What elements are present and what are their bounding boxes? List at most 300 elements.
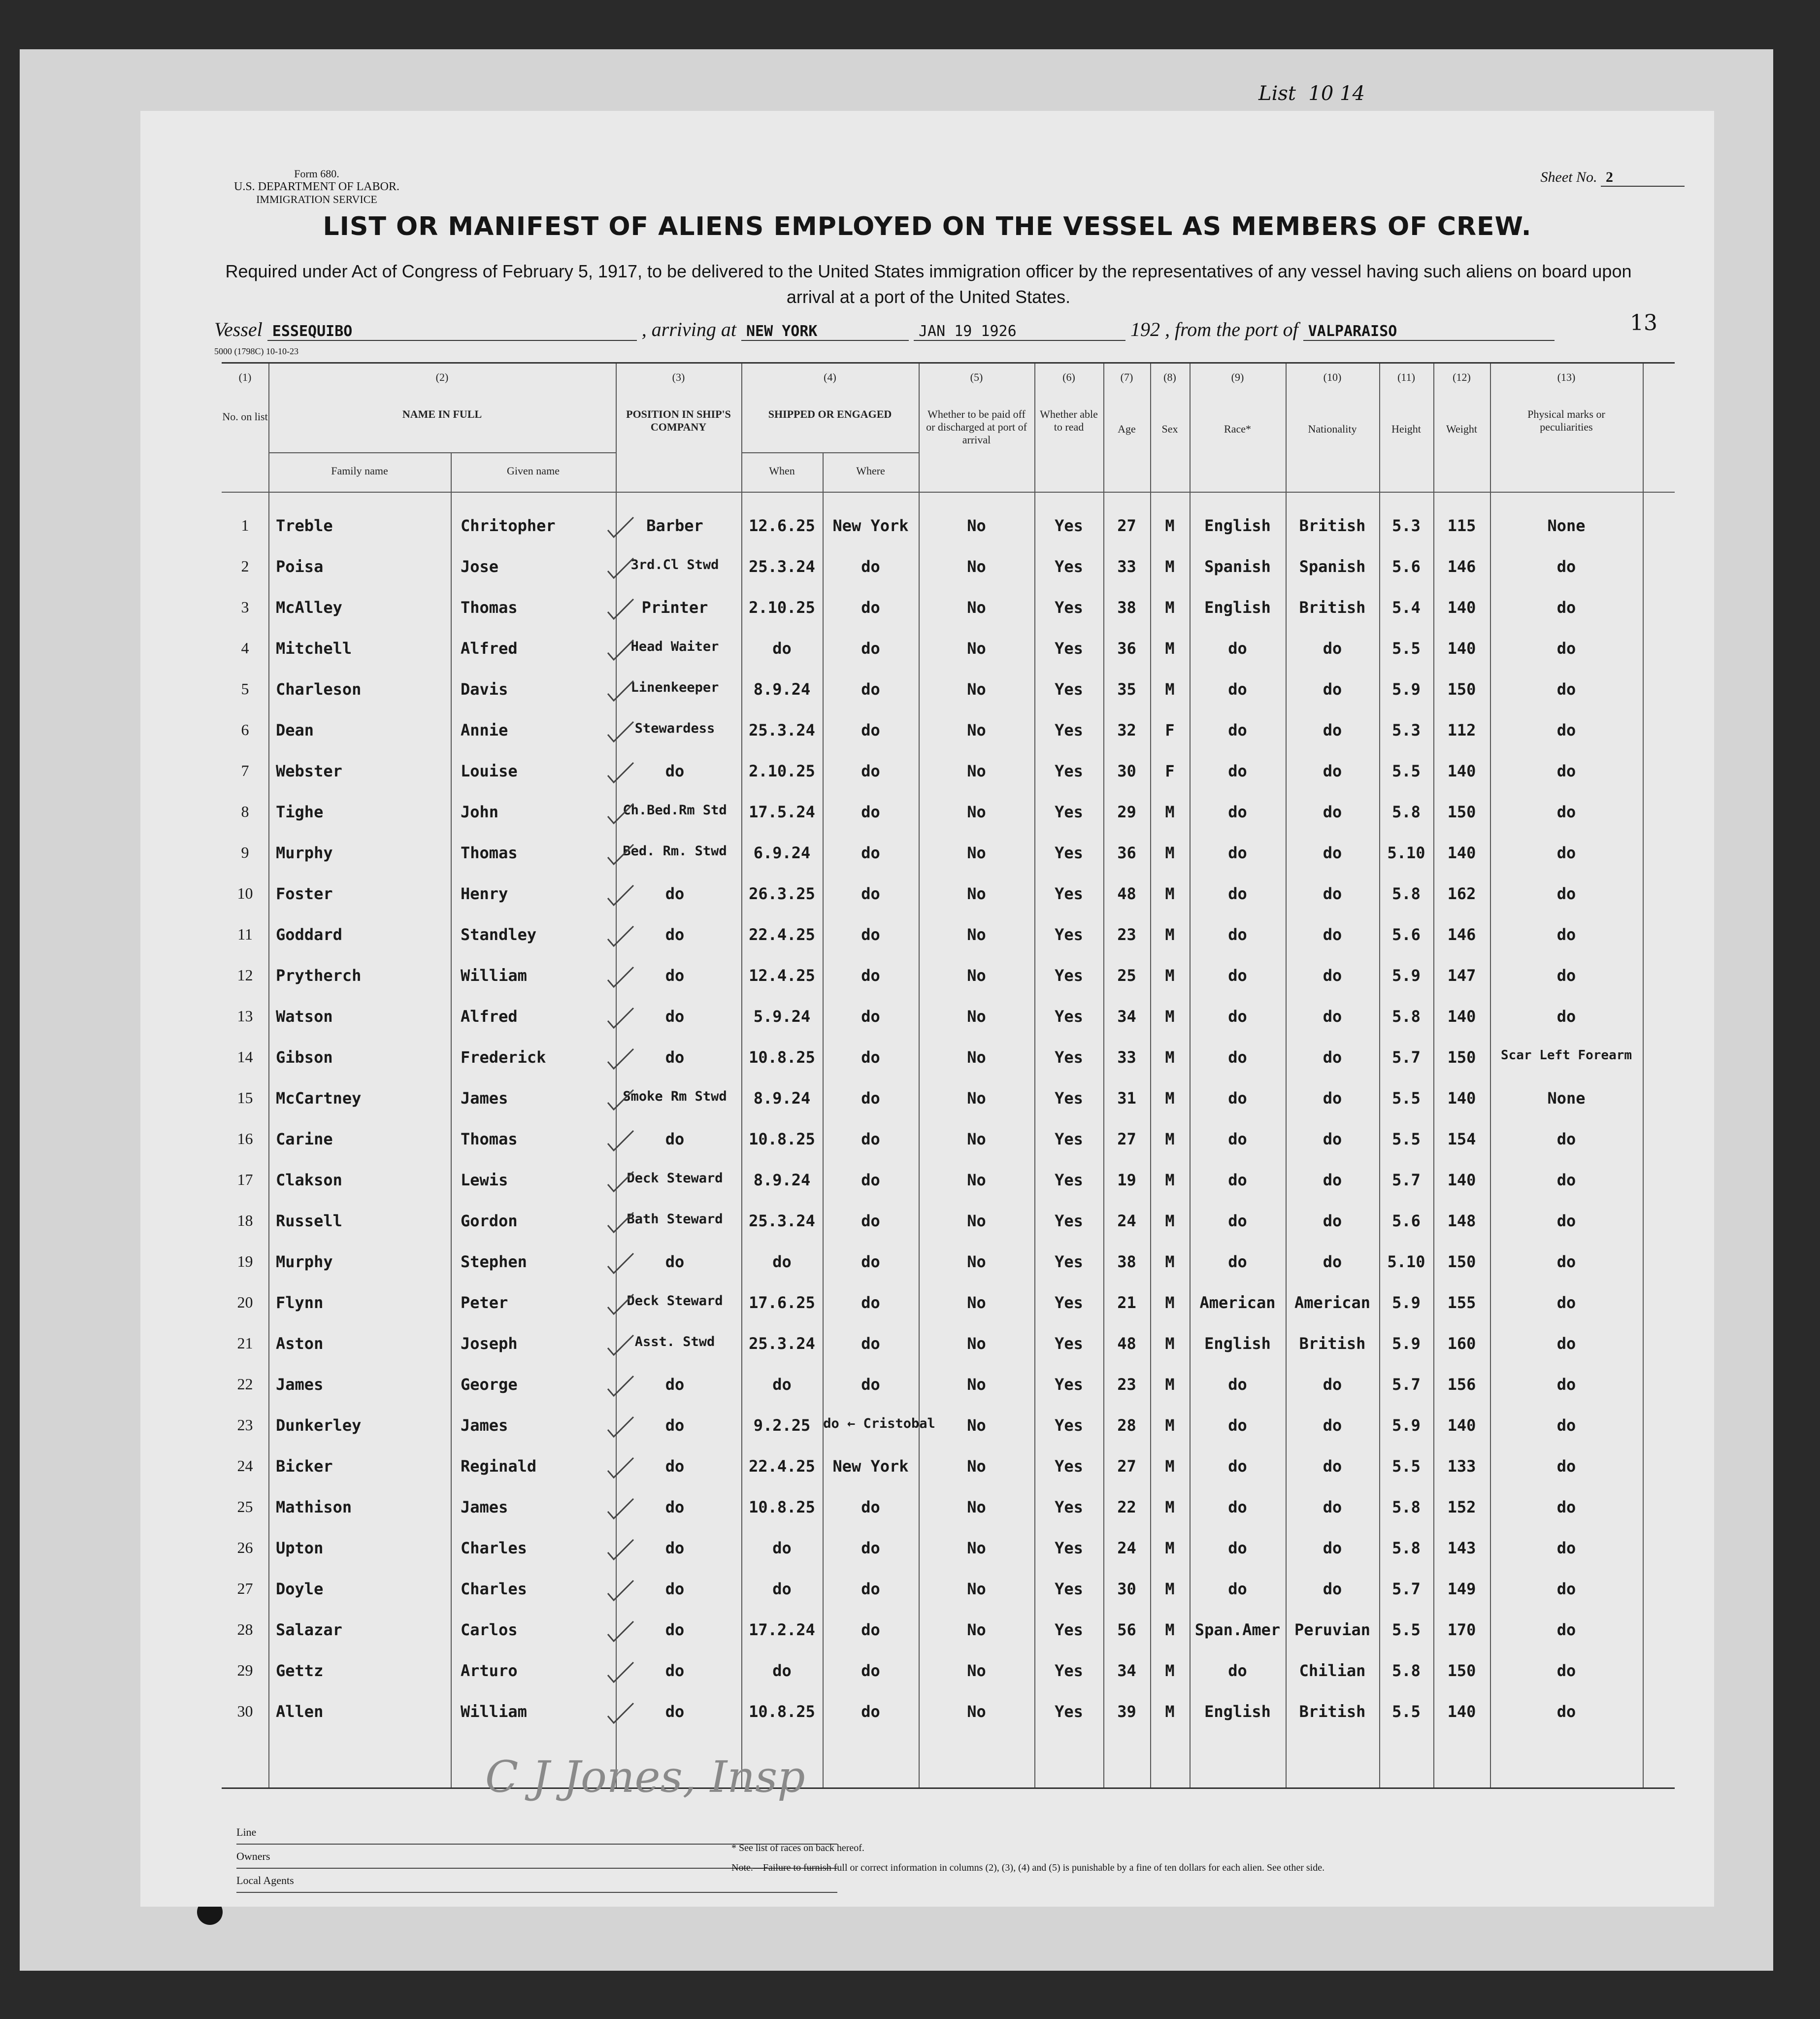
shipped-where: do [861,966,880,985]
shipped-where: do [861,1334,880,1353]
paid-off: No [967,762,986,780]
row-number: 18 [237,1211,253,1229]
paid-off: No [967,1702,986,1721]
shipped-when: 12.4.25 [749,966,815,985]
able-to-read: Yes [1055,1498,1083,1516]
race: English [1204,1334,1271,1353]
height: 5.5 [1392,1457,1421,1476]
position: Deck Steward [627,1293,723,1309]
race: do [1228,1416,1247,1435]
height: 5.8 [1392,803,1421,821]
weight: 112 [1447,721,1476,740]
shipped-where: do [861,1620,880,1639]
table-row [222,915,1675,956]
col-marks: Physical marks or peculiarities [1527,408,1605,433]
weight: 147 [1447,966,1476,985]
col-family-name: Family name [331,465,388,477]
table-row [222,711,1675,751]
physical-marks: do [1556,1580,1576,1598]
weight: 143 [1447,1539,1476,1557]
position: do [665,925,685,944]
able-to-read: Yes [1055,1702,1083,1721]
given-name: Stephen [461,1252,527,1271]
given-name: Annie [461,721,508,740]
physical-marks: None [1547,1089,1586,1108]
paid-off: No [967,1334,986,1353]
given-name: Chritopher [461,516,556,535]
col-num-13: (13) [1557,371,1576,383]
table-row [222,1120,1675,1160]
form-number: Form 680. [294,168,339,180]
paid-off: No [967,1498,986,1516]
shipped-where: do [861,1171,880,1189]
check-mark-icon [606,761,635,785]
shipped-when: 17.6.25 [749,1293,815,1312]
table-row [222,588,1675,629]
col-num-12: (12) [1453,371,1471,383]
col-nationality: Nationality [1308,423,1357,435]
paid-off: No [967,598,986,617]
col-given-name: Given name [507,465,560,477]
able-to-read: Yes [1055,966,1083,985]
nationality: do [1323,1007,1342,1026]
race: do [1228,1130,1247,1148]
shipped-when: 22.4.25 [749,1457,815,1476]
table-row [222,1570,1675,1610]
paid-off: No [967,884,986,903]
position: Ch.Bed.Rm Std [623,803,727,818]
nationality: do [1323,1580,1342,1598]
local-agents-field: Local Agents [236,1869,837,1893]
nationality: do [1323,721,1342,740]
given-name: John [461,803,499,821]
col-height: Height [1391,423,1421,435]
shipped-where: do [861,1048,880,1067]
shipped-when: 26.3.25 [749,884,815,903]
date-stamp: JAN 19 1926 [914,323,1125,341]
able-to-read: Yes [1055,1007,1083,1026]
height: 5.6 [1392,557,1421,576]
given-name: Charles [461,1580,527,1598]
weight: 140 [1447,762,1476,780]
check-mark-icon [606,1497,635,1521]
shipped-when: 25.3.24 [749,721,815,740]
nationality: do [1323,1375,1342,1394]
row-number: 29 [237,1661,253,1679]
height: 5.7 [1392,1580,1421,1598]
arrival-port: NEW YORK [741,323,909,341]
sex: M [1165,925,1175,944]
race: do [1228,639,1247,658]
nationality: do [1323,1416,1342,1435]
col-num-9: (9) [1231,371,1244,383]
col-num-7: (7) [1120,371,1133,383]
shipped-where: do [861,762,880,780]
weight: 148 [1447,1211,1476,1230]
able-to-read: Yes [1055,843,1083,862]
col-when: When [769,465,795,477]
sex: M [1165,1007,1175,1026]
shipped-where: do [861,843,880,862]
table-row [222,1283,1675,1324]
shipped-when: 8.9.24 [753,680,811,699]
nationality: Spanish [1299,557,1366,576]
position: do [665,1702,685,1721]
weight: 150 [1447,803,1476,821]
family-name: Watson [276,1007,333,1026]
line-field: Line [236,1820,837,1845]
shipped-where: do [861,803,880,821]
race: do [1228,925,1247,944]
nationality: do [1323,803,1342,821]
row-number: 16 [237,1130,253,1147]
sex: M [1165,1048,1175,1067]
weight: 140 [1447,1089,1476,1108]
row-number: 1 [241,516,249,534]
paid-off: No [967,966,986,985]
family-name: Treble [276,516,333,535]
height: 5.3 [1392,516,1421,535]
able-to-read: Yes [1055,884,1083,903]
shipped-when: do [772,1661,792,1680]
form-code: 5000 (1798C) 10-10-23 [214,346,298,356]
sex: M [1165,680,1175,699]
weight: 149 [1447,1580,1476,1598]
paid-off: No [967,1539,986,1557]
col-num-1: (1) [238,371,252,383]
weight: 154 [1447,1130,1476,1148]
height: 5.9 [1392,1293,1421,1312]
row-number: 5 [241,680,249,698]
col-shipped: SHIPPED OR ENGAGED [768,408,892,420]
table-row [222,1529,1675,1569]
sex: M [1165,639,1175,658]
age: 28 [1117,1416,1136,1435]
shipped-where: do ← Cristobal [823,1416,935,1431]
table-row [222,1161,1675,1201]
given-name: Thomas [461,1130,518,1148]
weight: 150 [1447,1048,1476,1067]
shipped-when: 25.3.24 [749,1211,815,1230]
check-mark-icon [606,965,635,990]
list-tag: List 10 14 [1258,82,1365,105]
col-age: Age [1118,423,1136,435]
family-name: McAlley [276,598,342,617]
shipped-when: do [772,1375,792,1394]
given-name: Henry [461,884,508,903]
table-row [222,1365,1675,1406]
row-number: 10 [237,884,253,902]
physical-marks: do [1556,884,1576,903]
given-name: Davis [461,680,508,699]
shipped-when: 5.9.24 [753,1007,811,1026]
race: do [1228,1007,1247,1026]
paid-off: No [967,1171,986,1189]
physical-marks: do [1556,598,1576,617]
col-position: POSITION IN SHIP'S COMPANY [626,408,731,433]
nationality: do [1323,1211,1342,1230]
table-row [222,1611,1675,1651]
age: 21 [1117,1293,1136,1312]
shipped-when: 10.8.25 [749,1048,815,1067]
family-name: Gettz [276,1661,324,1680]
shipped-when: 12.6.25 [749,516,815,535]
shipped-when: 2.10.25 [749,762,815,780]
check-mark-icon [606,597,635,622]
paid-off: No [967,1457,986,1476]
physical-marks: do [1556,680,1576,699]
vessel-name: ESSEQUIBO [267,323,637,341]
given-name: Standley [461,925,537,944]
nationality: British [1299,1702,1366,1721]
nationality: do [1323,1457,1342,1476]
height: 5.5 [1392,1089,1421,1108]
height: 5.5 [1392,762,1421,780]
family-name: Carine [276,1130,333,1148]
given-name: Frederick [461,1048,546,1067]
shipped-where: do [861,1498,880,1516]
able-to-read: Yes [1055,1048,1083,1067]
footnote-fine: Note.—Failure to furnish full or correct information in columns (2), (3), (4) and (5) is punishable by a fine of ten dollars for each alien. See other side. [731,1862,1325,1873]
sex: M [1165,1293,1175,1312]
nationality: do [1323,639,1342,658]
height: 5.10 [1387,843,1425,862]
age: 38 [1117,598,1136,617]
family-name: Mitchell [276,639,352,658]
family-name: Dunkerley [276,1416,362,1435]
paid-off: No [967,1580,986,1598]
row-number: 7 [241,762,249,779]
age: 38 [1117,1252,1136,1271]
able-to-read: Yes [1055,762,1083,780]
nationality: British [1299,1334,1366,1353]
weight: 150 [1447,1661,1476,1680]
given-name: Reginald [461,1457,537,1476]
physical-marks: do [1556,1620,1576,1639]
department: U.S. DEPARTMENT OF LABOR. [234,180,399,193]
table-row [222,1651,1675,1692]
sex: M [1165,803,1175,821]
shipped-when: 8.9.24 [753,1089,811,1108]
row-number: 4 [241,639,249,657]
sex: M [1165,1580,1175,1598]
race: Spanish [1204,557,1271,576]
check-mark-icon [606,1374,635,1399]
service: IMMIGRATION SERVICE [256,193,377,205]
position: Head Waiter [630,639,719,654]
paid-off: No [967,1416,986,1435]
weight: 160 [1447,1334,1476,1353]
able-to-read: Yes [1055,1375,1083,1394]
row-number: 13 [237,1007,253,1025]
paid-off: No [967,1293,986,1312]
age: 23 [1117,925,1136,944]
table-row [222,1488,1675,1528]
able-to-read: Yes [1055,1293,1083,1312]
age: 36 [1117,843,1136,862]
vessel-line: Vessel ESSEQUIBO , arriving at NEW YORK JAN 19 1926 192 , from the port of VALPARAISO [214,318,1672,341]
nationality: do [1323,1130,1342,1148]
table-row [222,752,1675,792]
position: do [665,1252,685,1271]
row-number: 8 [241,803,249,820]
row-number: 28 [237,1620,253,1638]
age: 33 [1117,1048,1136,1067]
page-number: 13 [1630,310,1657,336]
shipped-where: do [861,1007,880,1026]
paid-off: No [967,1007,986,1026]
table-row [222,1692,1675,1733]
physical-marks: do [1556,1334,1576,1353]
able-to-read: Yes [1055,639,1083,658]
check-mark-icon [606,1333,635,1358]
race: English [1204,1702,1271,1721]
race: do [1228,1089,1247,1108]
age: 31 [1117,1089,1136,1108]
height: 5.5 [1392,1130,1421,1148]
race: do [1228,1375,1247,1394]
position: Barber [646,516,703,535]
col-num-4: (4) [824,371,836,383]
able-to-read: Yes [1055,1334,1083,1353]
family-name: Salazar [276,1620,342,1639]
table-row [222,1038,1675,1078]
check-mark-icon [606,1088,635,1112]
sex: M [1165,1130,1175,1148]
race: Span.Amer [1194,1620,1281,1639]
age: 27 [1117,516,1136,535]
col-no-on-list: No. on list [222,410,268,423]
check-mark-icon [606,1211,635,1235]
age: 30 [1117,1580,1136,1598]
row-number: 22 [237,1375,253,1393]
physical-marks: do [1556,843,1576,862]
race: do [1228,803,1247,821]
row-number: 27 [237,1580,253,1597]
height: 5.4 [1392,598,1421,617]
paid-off: No [967,557,986,576]
able-to-read: Yes [1055,1457,1083,1476]
sex: M [1165,884,1175,903]
physical-marks: do [1556,1007,1576,1026]
height: 5.5 [1392,1702,1421,1721]
sex: M [1165,1211,1175,1230]
inspector-signature: C J Jones, Insp [485,1751,805,1802]
shipped-where: do [861,1089,880,1108]
sex: M [1165,1498,1175,1516]
row-number: 26 [237,1539,253,1556]
shipped-when: 10.8.25 [749,1130,815,1148]
given-name: Lewis [461,1171,508,1189]
weight: 146 [1447,557,1476,576]
check-mark-icon [606,1129,635,1153]
race: do [1228,1171,1247,1189]
age: 24 [1117,1211,1136,1230]
race: do [1228,1211,1247,1230]
check-mark-icon [606,556,635,581]
table-row [222,834,1675,874]
shipped-when: 25.3.24 [749,557,815,576]
sex: M [1165,1252,1175,1271]
position: do [665,1007,685,1026]
shipped-when: 8.9.24 [753,1171,811,1189]
age: 22 [1117,1498,1136,1516]
row-number: 24 [237,1457,253,1475]
shipped-where: do [861,1702,880,1721]
height: 5.9 [1392,680,1421,699]
given-name: Charles [461,1539,527,1557]
height: 5.7 [1392,1048,1421,1067]
paid-off: No [967,803,986,821]
age: 33 [1117,557,1136,576]
physical-marks: do [1556,1171,1576,1189]
family-name: Murphy [276,843,333,862]
weight: 140 [1447,1171,1476,1189]
shipped-when: 17.2.24 [749,1620,815,1639]
sex: M [1165,966,1175,985]
paid-off: No [967,925,986,944]
shipped-when: 25.3.24 [749,1334,815,1353]
shipped-where: do [861,557,880,576]
position: do [665,1661,685,1680]
weight: 152 [1447,1498,1476,1516]
given-name: Peter [461,1293,508,1312]
sex: M [1165,557,1175,576]
nationality: do [1323,925,1342,944]
check-mark-icon [606,1701,635,1726]
height: 5.6 [1392,925,1421,944]
table-row [222,956,1675,997]
sex: M [1165,598,1175,617]
family-name: Murphy [276,1252,333,1271]
row-number: 20 [237,1293,253,1311]
family-name: Goddard [276,925,342,944]
form-header [234,168,399,206]
check-mark-icon [606,1619,635,1644]
age: 34 [1117,1661,1136,1680]
check-mark-icon [606,1579,635,1603]
height: 5.7 [1392,1375,1421,1394]
race: do [1228,762,1247,780]
age: 36 [1117,639,1136,658]
position: Deck Steward [627,1171,723,1186]
nationality: American [1294,1293,1371,1312]
row-number: 23 [237,1416,253,1434]
position: do [665,884,685,903]
physical-marks: do [1556,1702,1576,1721]
given-name: Arturo [461,1661,518,1680]
sex: M [1165,1334,1175,1353]
table-row [222,629,1675,670]
manifest-document [140,82,1714,1907]
shipped-where: New York [832,1457,909,1476]
age: 34 [1117,1007,1136,1026]
family-name: Allen [276,1702,324,1721]
race: do [1228,1661,1247,1680]
col-weight: Weight [1446,423,1477,435]
able-to-read: Yes [1055,1130,1083,1148]
sex: M [1165,843,1175,862]
shipped-where: do [861,1539,880,1557]
able-to-read: Yes [1055,721,1083,740]
sheet-number: Sheet No. 2 [1541,169,1685,187]
able-to-read: Yes [1055,680,1083,699]
col-num-8: (8) [1163,371,1176,383]
sex: M [1165,1702,1175,1721]
able-to-read: Yes [1055,1661,1083,1680]
physical-marks: do [1556,1375,1576,1394]
physical-marks: do [1556,1416,1576,1435]
